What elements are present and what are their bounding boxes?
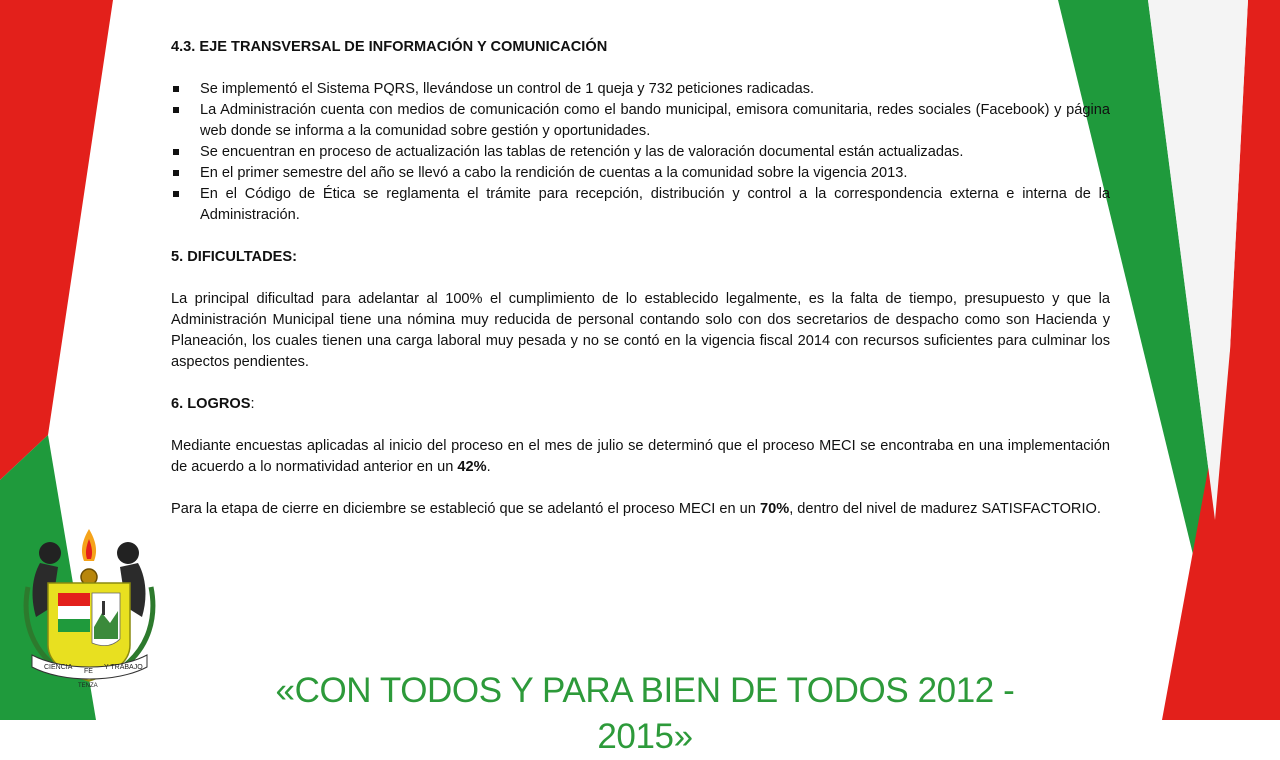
left-red-stripe — [0, 0, 113, 480]
percent-value: 42% — [457, 459, 487, 475]
paragraph-text: Para la etapa de cierre en diciembre se estableció que se adelantó el proceso MECI en un — [171, 501, 760, 517]
achievements-paragraph-2 — [171, 499, 1110, 520]
crest-motto-left: CIENCIA — [44, 664, 73, 671]
section-heading-information: 4.3. EJE TRANSVERSAL DE INFORMACIÓN Y COMUNICACIÓN — [171, 39, 608, 55]
paragraph-text: Mediante encuestas aplicadas al inicio del proceso en el mes de julio se determinó que el proceso MECI se encontraba en una implementación de acuerdo a lo normatividad anterior en un — [171, 438, 1110, 475]
achievements-heading-text: 6. LOGROS — [171, 396, 251, 412]
percent-value: 70% — [759, 501, 790, 517]
achievements-heading-colon: : — [250, 396, 255, 412]
list-item: Se implementó el Sistema PQRS, llevándose un control de 1 queja y 732 peticiones radicadas. — [171, 79, 1110, 100]
list-item: En el primer semestre del año se llevó a cabo la rendición de cuentas a la comunidad sobre la vigencia 2013. — [171, 163, 1110, 184]
list-item: En el Código de Ética se reglamenta el trámite para recepción, distribución y control a la correspondencia externa e interna de la Administración. — [171, 184, 1110, 226]
slogan-footer: «CON TODOS Y PARA BIEN DE TODOS 2012 - 2015» — [275, 671, 1015, 756]
municipal-coat-of-arms-logo — [22, 527, 157, 692]
crest-place-name: TENZA — [78, 683, 98, 689]
document-body — [171, 37, 1110, 520]
section-heading-achievements — [171, 394, 1110, 415]
section-heading-difficulties: 5. DIFICULTADES: — [171, 249, 297, 265]
crest-motto-middle: FE — [84, 668, 93, 675]
list-item: Se encuentran en proceso de actualización las tablas de retención y las de valoración documental están actualizadas. — [171, 142, 1110, 163]
information-bullet-list — [171, 79, 1110, 226]
achievements-paragraph-1 — [171, 436, 1110, 478]
crest-motto-right: Y TRABAJO — [104, 664, 143, 671]
paragraph-end: . — [486, 459, 491, 475]
list-item: La Administración cuenta con medios de comunicación como el bando municipal, emisora comunitaria, redes sociales (Facebook) y página web donde se informa a la comunidad sobre gestión y oportunidades. — [171, 100, 1110, 142]
difficulties-paragraph: La principal dificultad para adelantar al 100% el cumplimiento de lo establecido legalmente, es la falta de tiempo, presupuesto y que la Administración Municipal tiene una nómina muy reducida de personal contando solo con dos secretarios de despacho como son Hacienda y Planeación, los cuales tienen una carga laboral muy pesada y no se contó en la vigencia fiscal 2014 con recursos suficientes para culminar los aspectos pendientes. — [171, 291, 1110, 370]
paragraph-end: , dentro del nivel de madurez SATISFACTORIO. — [789, 501, 1101, 517]
